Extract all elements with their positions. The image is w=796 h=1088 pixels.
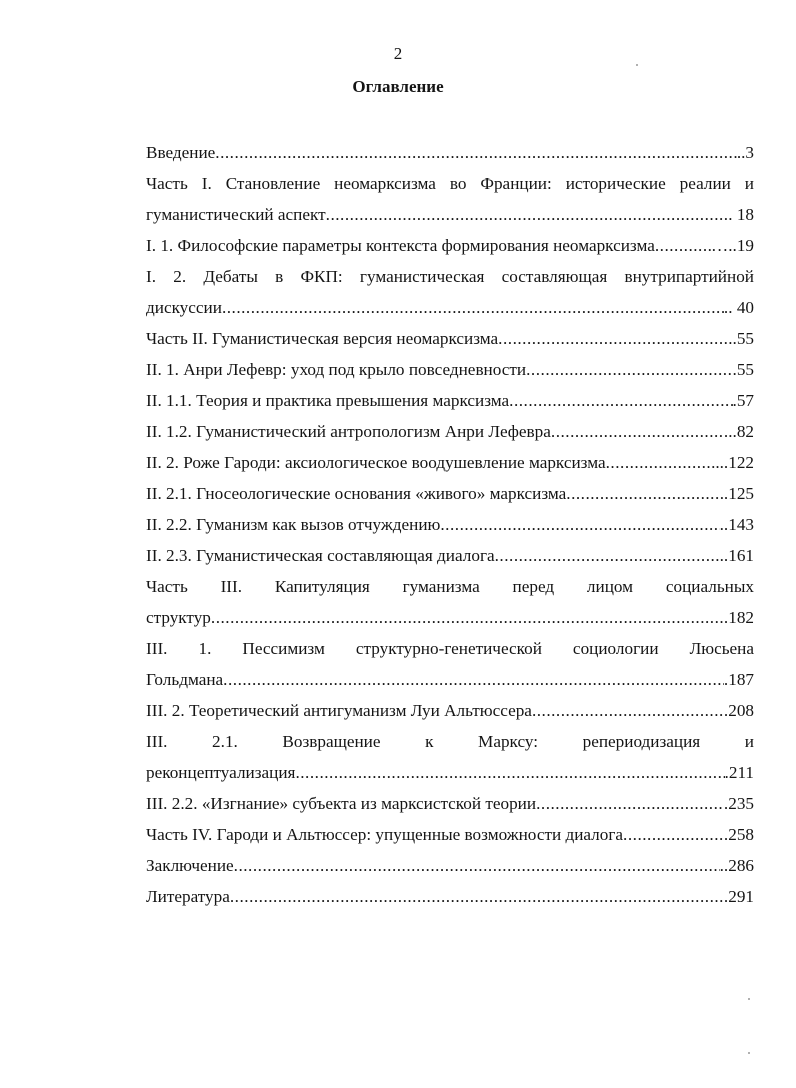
scan-speck [748,1052,750,1054]
toc-entry[interactable] [146,416,754,447]
dot-leader [230,881,724,912]
dot-leader [526,354,732,385]
toc-entry-title: дискуссии [146,298,222,317]
dot-leader [211,602,724,633]
toc-entry-page: ..286 [719,856,754,875]
toc-entry-title: I. 1. Философские параметры контекста формирования неомарксизма [146,236,655,255]
dot-leader [440,509,719,540]
toc-entry-page: .57 [732,391,754,410]
toc-entry-page: .182 [723,608,754,627]
toc-entry-page: ..3 [736,143,754,162]
dot-leader [498,323,728,354]
toc-entry-page: ...122 [715,453,754,472]
toc-entry[interactable] [146,354,754,385]
toc-entry-page: .187 [723,670,754,689]
dot-leader [532,695,724,726]
toc-entry-title: Литература [146,887,230,906]
toc-entry[interactable] [146,788,754,819]
toc-entry-line[interactable]: I. 2. Дебаты в ФКП: гуманистическая составляющая внутрипартийной [146,267,754,286]
toc-entry[interactable] [146,323,754,354]
toc-entry-page: ..143 [719,515,754,534]
toc-entry[interactable] [146,602,754,633]
toc-entry[interactable] [146,137,754,168]
page-title: Оглавление [352,77,444,96]
toc-entry-title: III. 2.2. «Изгнание» субъекта из марксистской теории [146,794,537,813]
dot-leader [223,664,724,695]
dot-leader [234,850,720,881]
dot-leader [222,292,724,323]
dot-leader [655,230,711,261]
toc-entry[interactable] [146,447,754,478]
toc-entry-title: II. 2.3. Гуманистическая составляющая диалога [146,546,495,565]
toc-entry[interactable] [146,230,754,261]
dot-leader [326,199,729,230]
toc-entry[interactable] [146,695,754,726]
toc-entry-title: гуманистический аспект [146,205,326,224]
toc-entry-page: . 18 [728,205,754,224]
toc-entry[interactable] [146,509,754,540]
scan-speck [748,998,750,1000]
toc-entry-title: II. 1.2. Гуманистический антропологизм Анри Лефевра [146,422,551,441]
toc-entry-page: .55 [732,360,754,379]
toc-entry-line[interactable]: Часть III. Капитуляция гуманизма перед лицом социальных [146,577,754,596]
toc-entry-title: II. 2.1. Гносеологические основания «живого» марксизма [146,484,567,503]
toc-entry-line[interactable]: III. 2.1. Возвращение к Марксу: репериодизация и [146,732,754,751]
toc-entry-page: .211 [724,763,754,782]
dot-leader [606,447,716,478]
toc-entry-title: II. 2. Роже Гароди: аксиологическое воодушевление марксизма [146,453,606,472]
toc-entry-title: Часть II. Гуманистическая версия неомарксизма [146,329,499,348]
toc-entry-page: .258 [723,825,754,844]
toc-entry[interactable] [146,664,754,695]
toc-entry-title: Гольдмана [146,670,224,689]
toc-entry-page: .235 [723,794,754,813]
toc-entry-page: ..161 [719,546,754,565]
toc-entry-title: структур [146,608,211,627]
toc-entry[interactable] [146,540,754,571]
scan-speck [636,64,638,66]
toc-entry[interactable] [146,478,754,509]
toc-entry[interactable] [146,850,754,881]
toc-entry-line[interactable]: III. 1. Пессимизм структурно-генетической социологии Люсьена [146,639,754,658]
toc-entry-title: Заключение [146,856,234,875]
dot-leader [295,757,724,788]
toc-entry-title: III. 2. Теоретический антигуманизм Луи Альтюссера [146,701,532,720]
toc-entry-title: II. 1. Анри Лефевр: уход под крыло повседневности [146,360,527,379]
toc-entry-page: ..55 [728,329,754,348]
toc-entry[interactable] [146,385,754,416]
table-of-contents [146,137,754,912]
toc-entry[interactable] [146,881,754,912]
toc-entry-title: Введение [146,143,216,162]
toc-entry[interactable] [146,819,754,850]
toc-entry-page: ...82 [723,422,754,441]
toc-entry[interactable] [146,292,754,323]
dot-leader [623,819,724,850]
page-number: 2 [393,44,403,63]
dot-leader [215,137,737,168]
toc-entry[interactable] [146,199,754,230]
dot-leader [566,478,724,509]
toc-entry-line[interactable]: Часть I. Становление неомарксизма во Франции: исторические реалии и [146,174,754,193]
toc-entry-page: .125 [723,484,754,503]
dot-leader [495,540,720,571]
toc-entry-title: Часть IV. Гароди и Альтюссер: упущенные возможности диалога [146,825,624,844]
toc-entry-page: .291 [723,887,754,906]
toc-entry-title: II. 1.1. Теория и практика превышения марксизма [146,391,510,410]
toc-entry-page: .. 40 [723,298,754,317]
toc-entry-title: II. 2.2. Гуманизм как вызов отчуждению [146,515,441,534]
toc-entry[interactable] [146,757,754,788]
toc-entry-page: .208 [723,701,754,720]
toc-entry-page: …..19 [711,236,754,255]
dot-leader [536,788,724,819]
dot-leader [551,416,724,447]
dot-leader [509,385,732,416]
toc-entry-title: реконцептуализация [146,763,296,782]
